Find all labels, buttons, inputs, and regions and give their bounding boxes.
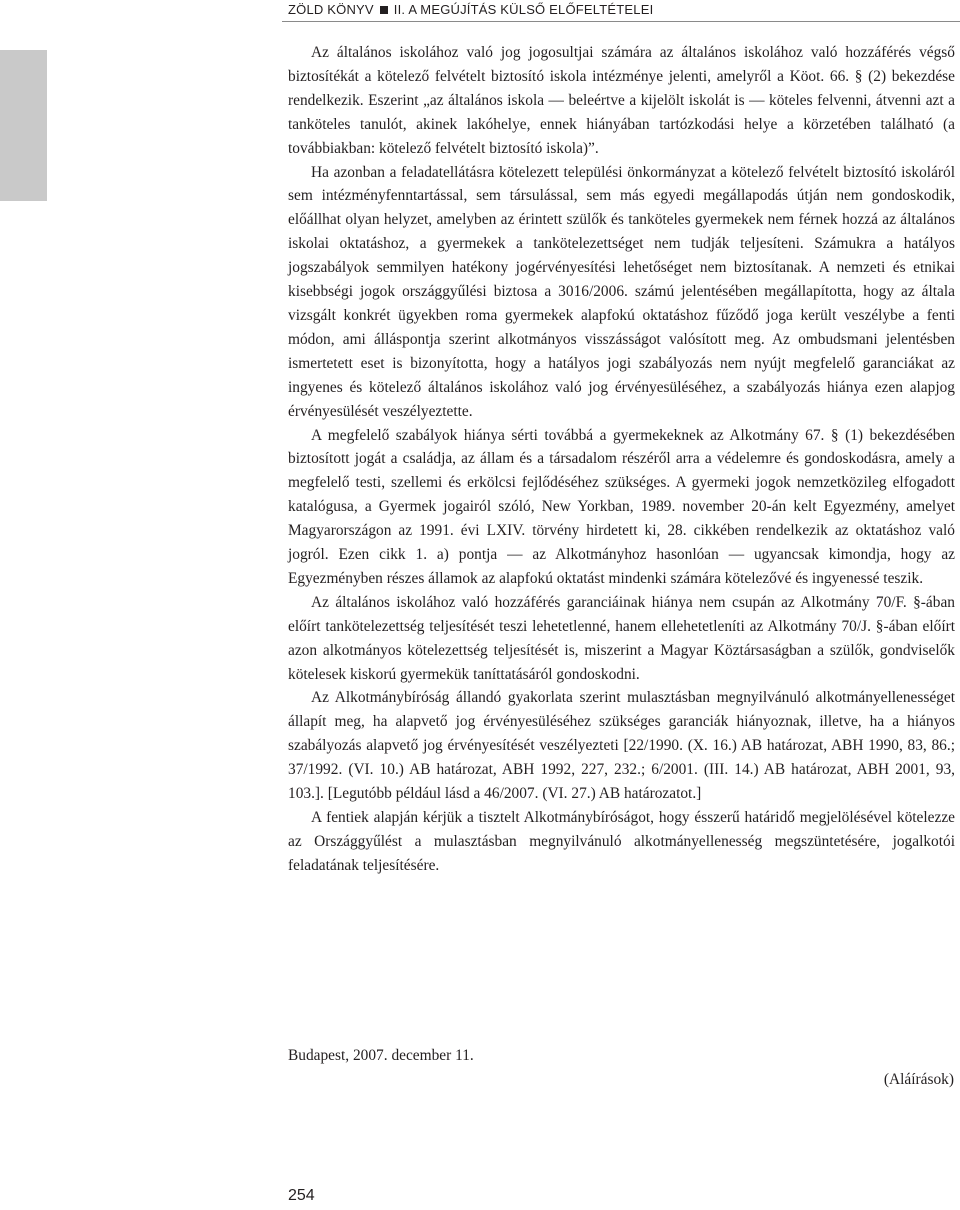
paragraph: Az Alkotmánybíróság állandó gyakorlata szerint mulasztásban megnyilvánuló alkotmányellenességet állapít meg, ha alapvető jog érvényesüléséhez szükséges garanciák hiányoznak, illetve, ha a hiányos szabályozás alapvető jog érvényesítését veszélyezteti [22/1990. (X. 16.) AB határozat, ABH 1990, 83, 86.; 37/1992. (VI. 10.) AB határozat, ABH 1992, 227, 232.; 6/2001. (III. 14.) AB határozat, ABH 2001, 93, 103.]. [Legutóbb például lásd a 46/2007. (VI. 27.) AB határozatot.]: [288, 689, 955, 803]
place-and-date: Budapest, 2007. december 11.: [288, 1047, 474, 1064]
running-head: [288, 2, 653, 17]
header-rule: [282, 21, 960, 22]
body-text: [288, 41, 955, 878]
paragraph: A megfelelő szabályok hiánya sérti továbbá a gyermekeknek az Alkotmány 67. § (1) bekezdésében biztosított jogát a családja, az állam és a társadalom részéről arra a védelemre és gondoskodásra, amely a megfelelő testi, szellemi és erkölcsi fejlődéséhez szükséges. A gyermeki jogok nemzetközileg elfogadott katalógusa, a Gyermek jogairól szóló, New Yorkban, 1989. november 20-án kelt Egyezmény, amelyet Magyarországon az 1991. évi LXIV. törvény hirdetett ki, 28. cikkében rendelkezik az oktatáshoz való jogról. Ezen cikk 1. a) pontja — az Alkotmányhoz hasonlóan — ugyancsak kimondja, hogy az Egyezményben részes államok az alapfokú oktatást mindenki számára kötelezővé és ingyenessé teszik.: [288, 426, 955, 587]
running-head-book-title: ZÖLD KÖNYV: [288, 2, 374, 17]
paragraph: Az általános iskolához való hozzáférés garanciáinak hiánya nem csupán az Alkotmány 70/F. §-ában előírt tankötelezettség teljesítését teszi lehetetlenné, hanem ellehetetleníti az Alkotmány 70/J. §-ában előírt azon alkotmányos kötelezettség teljesítését is, miszerint a Magyar Köztársaságban a szülők, gondviselők kötelesek kiskorú gyermekük taníttatásáról gondoskodni.: [288, 593, 955, 683]
square-bullet-icon: [380, 6, 388, 14]
signature-placeholder: (Aláírások): [883, 1071, 954, 1088]
running-head-chapter-title: II. A MEGÚJÍTÁS KÜLSŐ ELŐFELTÉTELEI: [393, 2, 654, 17]
chapter-tab-marker: [0, 50, 47, 201]
paragraph: A fentiek alapján kérjük a tisztelt Alkotmánybíróságot, hogy ésszerű határidő megjelölésével kötelezze az Országgyűlést a mulasztásban megnyilvánuló alkotmányellenesség megszüntetésére, jogalkotói feladatának teljesítésére.: [288, 809, 955, 874]
paragraph: Ha azonban a feladatellátásra kötelezett települési önkormányzat a kötelező felvételt biztosító iskoláról sem intézményfenntartással, sem társulással, sem más egyedi megállapodás útján nem gondoskodik, előállhat olyan helyzet, amelyben az érintett szülők és tanköteles gyermekek nem férnek hozzá az általános iskolai oktatáshoz, a gyermekek a tankötelezettséget nem tudják teljesíteni. Számukra a hatályos jogszabályok semmilyen hatékony jogérvényesítési lehetőséget nem biztosítanak. A nemzeti és etnikai kisebbségi jogok országgyűlési biztosa a 3016/2006. számú jelentésében megállapította, hogy az általa vizsgált konkrét ügyekben roma gyermekek alapfokú oktatáshoz fűződő joga került veszélybe a fenti módon, ami álláspontja szerint alkotmányos visszásságot valósított meg. Az ombudsmani jelentésben ismertetett eset is bizonyította, hogy a hatályos jogi szabályozás nem nyújt megfelelő garanciákat az ingyenes és kötelező általános iskolához való jog érvényesüléséhez, a szabályozás hiánya ezen alapjog érvényesülését veszélyeztette.: [288, 163, 955, 420]
page-number: 254: [288, 1187, 315, 1204]
paragraph: Az általános iskolához való jog jogosultjai számára az általános iskolához való hozzáférés végső biztosítékát a kötelező felvételt biztosító iskola intézménye jelenti, amelyről a Köot. 66. § (2) bekezdése rendelkezik. Eszerint „az általános iskola — beleértve a kijelölt iskolát is — köteles felvenni, átvenni azt a tanköteles tanulót, akinek lakóhelye, ennek hiányában tartózkodási helye a körzetében található (a továbbiakban: kötelező felvételt biztosító iskola)”.: [288, 44, 955, 157]
